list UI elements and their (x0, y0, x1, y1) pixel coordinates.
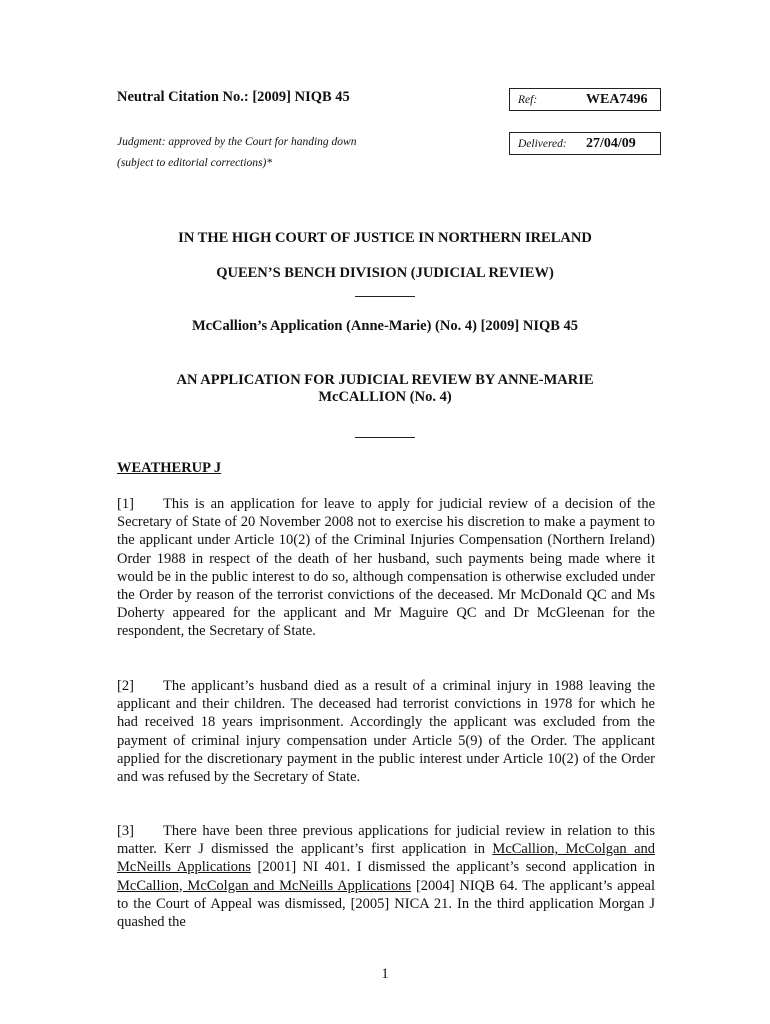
paragraph-text: This is an application for leave to apply for judicial review of a decision of the Secretary of State of 20 November 2008 not to exercise his discretion to make a payment to the applicant under Article 10(2) of the Criminal Injuries Compensation (Northern Ireland) Order 1988 in respect of the death of her husband, such payments being made where it would be in the public interest to do so, although compensation is otherwise excluded under the Order by reason of the terrorist convictions of the deceased. Mr McDonald QC and Ms Doherty appeared for the applicant and Mr Maguire QC and Dr McGleenan for the respondent, the Secretary of State. (117, 496, 655, 640)
paragraph-3 (117, 822, 655, 931)
application-title-line2: McCALLION (No. 4) (318, 389, 452, 405)
judge-name: WEATHERUP J (117, 460, 222, 476)
paragraph-text: [2004] NIQB 64. The applicant’s appeal to the Court of Appeal was dismissed, [2005] NICA 21. In the third application Morgan J quashed the (117, 877, 655, 931)
application-title-line1: AN APPLICATION FOR JUDICIAL REVIEW BY ANNE-MARIE (176, 372, 594, 388)
editorial-note: (subject to editorial corrections)* (117, 157, 273, 169)
divider (355, 437, 415, 438)
case-citation-link: McCallion, McColgan and McNeills Applications (117, 877, 412, 894)
court-title: IN THE HIGH COURT OF JUSTICE IN NORTHERN IRELAND (178, 230, 592, 246)
division-title: QUEEN’S BENCH DIVISION (JUDICIAL REVIEW) (216, 265, 554, 281)
paragraph-number: [3] (117, 823, 134, 839)
delivered-value: 27/04/09 (586, 135, 636, 151)
paragraph-number: [1] (117, 496, 134, 512)
page-number: 1 (381, 966, 389, 982)
paragraph-2 (117, 677, 655, 786)
paragraph-number: [2] (117, 678, 134, 694)
reference-box (509, 88, 661, 111)
paragraph-text: There have been three previous applications for judicial review in relation to this matter. Kerr J dismissed the applicant’s first application in (117, 823, 655, 858)
case-citation-link: McCallion, McColgan and McNeills Applications (117, 841, 656, 876)
neutral-citation: Neutral Citation No.: [2009] NIQB 45 (117, 89, 350, 105)
paragraph-text: [2001] NI 401. I dismissed the applicant’s second application in (250, 859, 655, 876)
divider (355, 296, 415, 297)
paragraph-1 (117, 495, 655, 641)
case-title: McCallion’s Application (Anne-Marie) (No. 4) [2009] NIQB 45 (191, 318, 579, 334)
ref-label: Ref: (518, 93, 538, 106)
paragraph-text: The applicant’s husband died as a result of a criminal injury in 1988 leaving the applicant and their children. The deceased had terrorist convictions in 1978 for which he had received 18 years imprisonment. Accordingly the applicant was excluded from the payment of criminal injury compensation under Article 5(9) of the Order. The applicant applied for the discretionary payment in the public interest under Article 10(2) of the Order and was refused by the Secretary of State. (117, 678, 655, 786)
delivered-box (509, 132, 661, 155)
delivered-label: Delivered: (518, 137, 567, 150)
approval-note: Judgment: approved by the Court for handing down (117, 136, 357, 148)
ref-value: WEA7496 (586, 91, 648, 107)
